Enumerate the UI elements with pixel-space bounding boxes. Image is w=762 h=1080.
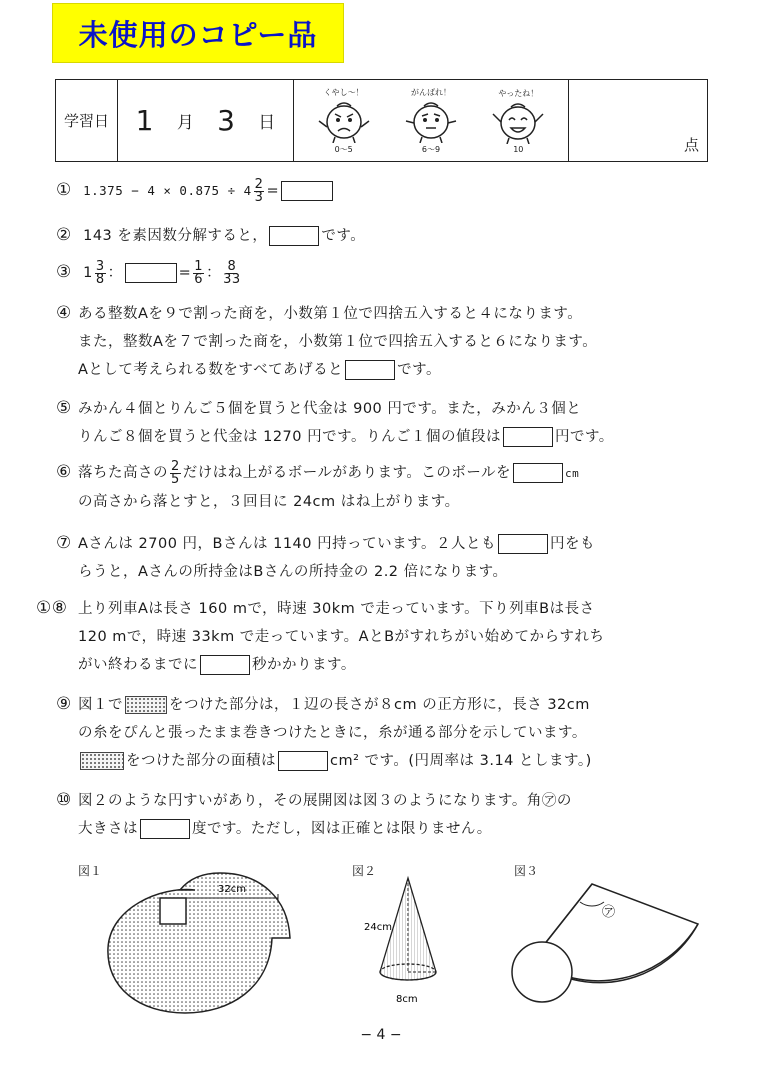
question-6: ⑥ 落ちた高さの $\frac{2}{5}$ だけはね上がるボールがあります。このボールを cm の高さから落とすと，３回目に 24cm はね上がります。 [56, 458, 580, 510]
answer-box-2[interactable] [269, 226, 319, 246]
answer-box-7[interactable] [498, 534, 548, 554]
answer-box-10[interactable] [140, 819, 190, 839]
question-7: ⑦ Aさんは 2700 円，Bさんは 1140 円持っています。２人とも 円をも らうと，Aさんの所持金はBさんの所持金の 2.2 倍になります。 [56, 533, 595, 580]
question-10: ⑩ 図２のような円すいがあり，その展開図は図３のようになります。角㋐の 大きさは 度です。ただし，図は正確とは限りません。 [56, 790, 572, 837]
figure-2-title: 図２ [352, 864, 377, 878]
figure-2-cone [360, 872, 470, 1012]
watermark-banner [52, 3, 344, 63]
figure-3-net [508, 872, 718, 1012]
figure-3-title: 図３ [514, 864, 539, 878]
day-unit: 日 [258, 113, 276, 133]
dotted-swatch [125, 696, 167, 714]
question-9: ⑨ 図１で をつけた部分は，１辺の長さが８cm の正方形に，長さ 32cm の糸をぴんと張ったまま巻きつけたときに，糸が通る部分を示しています。 をつけた部分の面積は cm² です。(円周率は 3.14 とします。) [56, 694, 592, 769]
study-date-header [55, 79, 708, 162]
answer-box-8[interactable] [200, 655, 250, 675]
frustrated-face-icon [315, 99, 373, 143]
page-number: − 4 − [360, 1027, 402, 1043]
fraction: $\frac{2}{3}$ [254, 176, 264, 205]
question-3: ③ 1 $\frac{3}{8}$ ： = $\frac{1}{6}$ ： $\frac{8}{33}$ [56, 258, 241, 287]
study-date-label: 学習日 [56, 80, 118, 161]
answer-box-9[interactable] [278, 751, 328, 771]
face-cheering: がんばれ！ 6～9 [393, 87, 469, 155]
length-label: 32cm [218, 884, 246, 895]
day-value: 3 [217, 104, 235, 137]
base-label: 8cm [396, 994, 418, 1005]
score-unit: 点 [683, 136, 699, 154]
figure-1-diagram [100, 868, 300, 1018]
answer-box-1[interactable] [281, 181, 333, 201]
month-value: 1 [135, 104, 154, 137]
score-faces [294, 80, 569, 161]
banner-text: 未使用のコピー品 [78, 17, 318, 52]
question-5: ⑤ みかん４個とりんご５個を買うと代金は 900 円です。また，みかん３個と りんご８個を買うと代金は 1270 円です。りんご１個の値段は 円です。 [56, 398, 614, 445]
question-8: ①⑧ 上り列車Aは長さ 160 mで，時速 30km で走っています。下り列車Bは長さ 120 mで，時速 33km で走っています。AとBがすれちがい始めてからすれち がい終わるまでに 秒かかります。 [36, 598, 605, 673]
answer-box-6[interactable] [513, 463, 563, 483]
study-date-value [118, 80, 294, 161]
answer-box-5[interactable] [503, 427, 553, 447]
face-frustrated: くやし～！ 0～5 [306, 87, 382, 155]
face-happy: やったね！ 10 [480, 88, 556, 154]
answer-box-4[interactable] [345, 360, 395, 380]
height-label: 24cm [364, 922, 392, 933]
score-field[interactable] [569, 80, 707, 161]
figure-1-title: 図１ [78, 864, 103, 878]
question-1: ① 1.375 − 4 × 0.875 ÷ 4 $\frac{2}{3}$ = [56, 176, 335, 205]
happy-face-icon [489, 100, 547, 144]
answer-box-3[interactable] [125, 263, 177, 283]
cheering-face-icon [402, 99, 460, 143]
angle-label: ㋐ [602, 905, 616, 920]
question-2: ② 143 を素因数分解すると， です。 [56, 225, 366, 245]
question-4: ④ ある整数Aを９で割った商を，小数第１位で四捨五入すると４になります。 また，整数Aを７で割った商を，小数第１位で四捨五入すると６になります。 Aとして考えられる数をすべてあげると です。 [56, 303, 598, 378]
month-unit: 月 [176, 113, 194, 133]
dotted-swatch [80, 752, 124, 770]
